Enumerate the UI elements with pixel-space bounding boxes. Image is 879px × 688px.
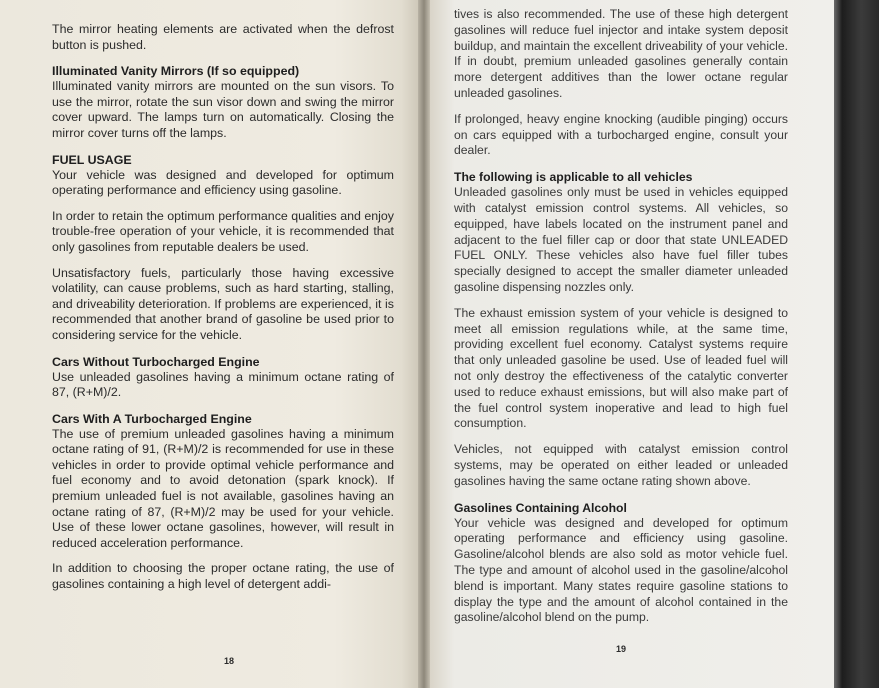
exhaust-emission-paragraph: The exhaust emission system of your vehicle is designed to meet all emission regulations while, at the same time, providing excellent fuel economy. Catalyst systems require that only unleaded gasoline be used. Use of leaded fuel will not only destroy the effectiveness of the catalytic converter used to reduce exhaust emissions, but will also make part of the fuel control system inoperative and lead to high fuel consumption. [454,305,788,431]
all-vehicles-paragraph: Unleaded gasolines only must be used in vehicles equipped with catalyst emission control systems. All vehicles, so equipped, have labels located on the instrument panel and adjacent to the fuel filler cap or door that state UNLEADED FUEL ONLY. These vehicles also have fuel filler tubes specially designed to accept the smaller diameter unleaded gasoline dispensing nozzles only. [454,185,788,294]
turbo-heading: Cars With A Turbocharged Engine [52,411,252,426]
fuel-usage-paragraph: Your vehicle was designed and developed for optimum operating performance and efficiency using gasoline. [52,167,394,198]
engine-knocking-paragraph: If prolonged, heavy engine knocking (audible pinging) occurs on cars equipped with a turbocharged engine, consult your dealer. [454,111,788,158]
page-number-right: 19 [616,644,627,654]
all-vehicles-heading: The following is applicable to all vehicles [454,170,693,185]
left-page [0,0,418,688]
detergent-paragraph: In addition to choosing the proper octane rating, the use of gasolines containing a high level of detergent addi- [52,561,394,592]
retain-performance-paragraph: In order to retain the optimum performance qualities and enjoy trouble-free operation of your vehicle, it is recommended that only gasolines from reputable dealers be used. [52,208,394,254]
vanity-mirrors-heading: Illuminated Vanity Mirrors (If so equipped) [52,64,300,79]
detergent-continuation-paragraph: tives is also recommended. The use of these high detergent gasolines will reduce fuel injector and intake system deposit buildup, and maintain the excellent driveability of your vehicle. If in doubt, premium unleaded gasolines generally contain more detergent additives than the lower octane regular unleaded gasolines. [454,7,788,100]
page-number-left: 18 [224,656,235,666]
mirror-heating-paragraph: The mirror heating elements are activated when the defrost button is pushed. [52,22,394,52]
fuel-usage-heading: FUEL USAGE [52,152,132,167]
no-turbo-heading: Cars Without Turbocharged Engine [52,354,260,369]
not-equipped-paragraph: Vehicles, not equipped with catalyst emission control systems, may be operated on either leaded or unleaded gasolines having the same octane rating shown above. [454,442,788,488]
no-turbo-paragraph: Use unleaded gasolines having a minimum octane rating of 87, (R+M)/2. [52,369,394,400]
book-edge-shadow [834,0,879,688]
unsatisfactory-fuels-paragraph: Unsatisfactory fuels, particularly those having excessive volatility, can cause problems, such as hard starting, stalling, and driveability deterioration. If problems are experienced, it is recommended that another brand of gasoline be used prior to considering service for the vehicle. [52,265,394,342]
alcohol-paragraph: Your vehicle was designed and developed for optimum operating performance and efficiency using gasoline. Gasoline/alcohol blends are also sold as motor vehicle fuel. The type and amount of alcohol used in the gasoline/alcohol blend is important. Many states require gasoline stations to display the type and the amount of alcohol contained in the gasoline/alcohol blend on the pump. [454,515,788,625]
book-gutter [418,0,430,688]
turbo-paragraph: The use of premium unleaded gasolines having a minimum octane rating of 91, (R+M)/2 is recommended for use in these vehicles in order to provide optimal vehicle performance and fuel economy and to avoid detonation (spark knock). If premium unleaded fuel is not available, gasolines having an octane rating of 87, (R+M)/2 may be used for your vehicle. Use of these lower octane gasolines, however, will result in reduced acceleration performance. [52,426,394,550]
right-page [430,0,834,688]
vanity-mirrors-paragraph: Illuminated vanity mirrors are mounted on the sun visors. To use the mirror, rotate the sun visor down and swing the mirror cover upward. The lamps turn on automatically. Closing the mirror cover turns off the lamps. [52,79,394,140]
alcohol-heading: Gasolines Containing Alcohol [454,500,627,515]
